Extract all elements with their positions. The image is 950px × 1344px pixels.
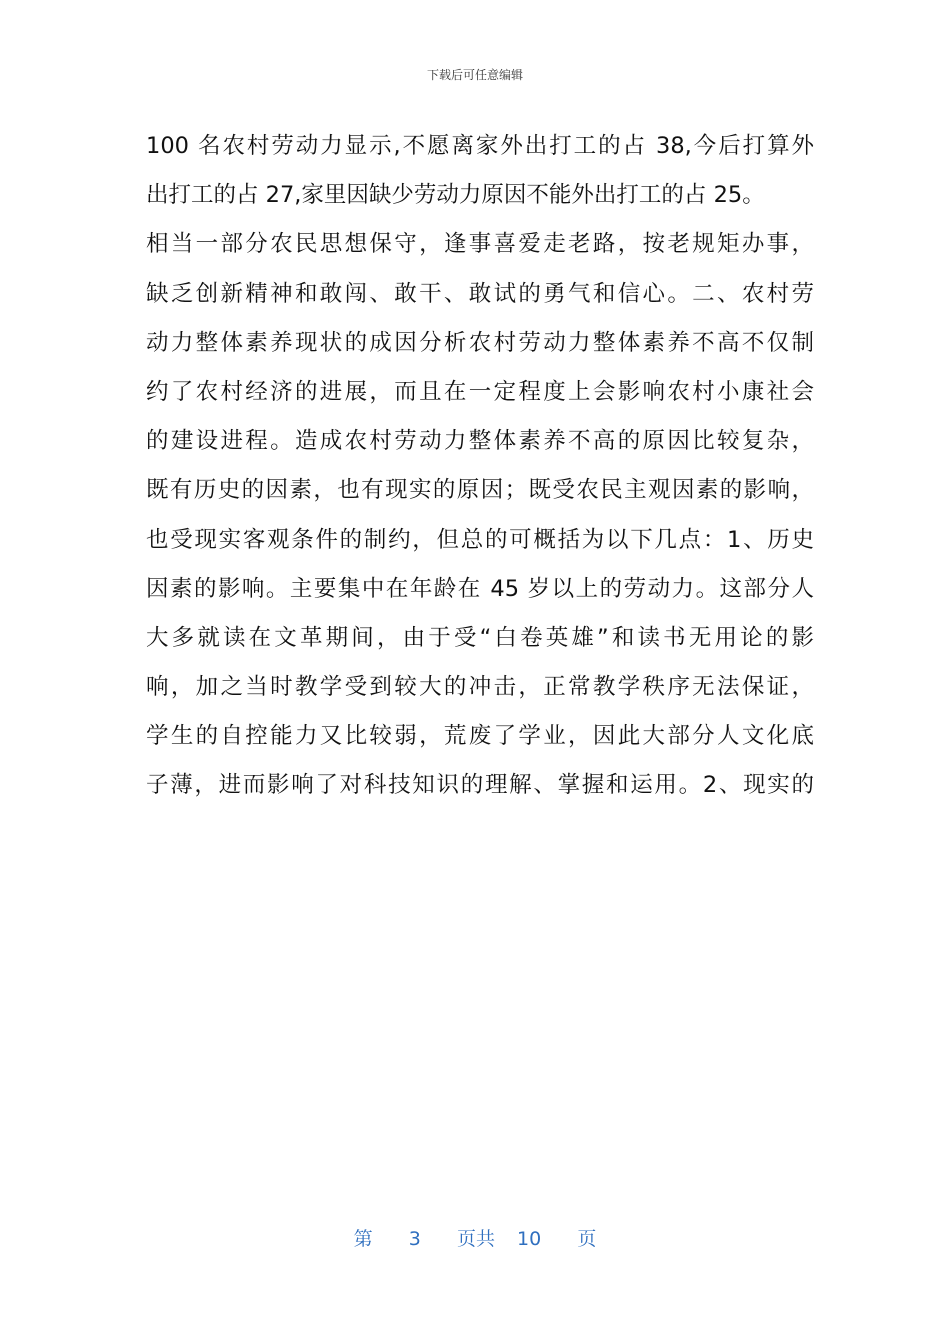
text-line: 的建设进程。造成农村劳动力整体素养不高的原因比较复杂， — [146, 428, 814, 455]
total-pages-number: 10 — [517, 1228, 542, 1250]
text-line: 约了农村经济的进展，而且在一定程度上会影响农村小康社会 — [146, 378, 814, 405]
text-line: 因素的影响。主要集中在年龄在 45 岁以上的劳动力。这部分人 — [146, 575, 814, 602]
text-line: 学生的自控能力又比较弱，荒废了学业，因此大部分人文化底 — [146, 723, 814, 750]
page-footer — [0, 1224, 950, 1251]
footer-suffix: 页 — [577, 1228, 597, 1250]
text-line: 大多就读在文革期间，由于受“白卷英雄”和读书无用论的影 — [146, 624, 814, 651]
text-line: 出打工的占 27,家里因缺少劳动力原因不能外出打工的占 25。 — [146, 182, 765, 209]
text-line: 响，加之当时教学受到较大的冲击，正常教学秩序无法保证， — [146, 674, 814, 701]
text-line: 100 名农村劳动力显示,不愿离家外出打工的占 38,今后打算外 — [146, 133, 814, 159]
footer-prefix: 第 — [353, 1228, 373, 1250]
body-text — [146, 122, 814, 811]
text-line: 既有历史的因素，也有现实的原因；既受农民主观因素的影响， — [146, 477, 814, 504]
text-line: 缺乏创新精神和敢闯、敢干、敢试的勇气和信心。二、农村劳 — [146, 280, 814, 307]
footer-middle: 页共 — [456, 1228, 495, 1250]
current-page-number: 3 — [408, 1228, 421, 1250]
text-line: 动力整体素养现状的成因分析农村劳动力整体素养不高不仅制 — [146, 329, 814, 356]
text-line: 子薄，进而影响了对科技知识的理解、掌握和运用。2、现实的 — [146, 772, 814, 799]
text-line: 相当一部分农民思想保守，逢事喜爱走老路，按老规矩办事， — [146, 231, 814, 258]
text-line: 也受现实客观条件的制约，但总的可概括为以下几点：1、历史 — [146, 526, 814, 553]
page-header: 下载后可任意编辑 — [426, 68, 523, 82]
